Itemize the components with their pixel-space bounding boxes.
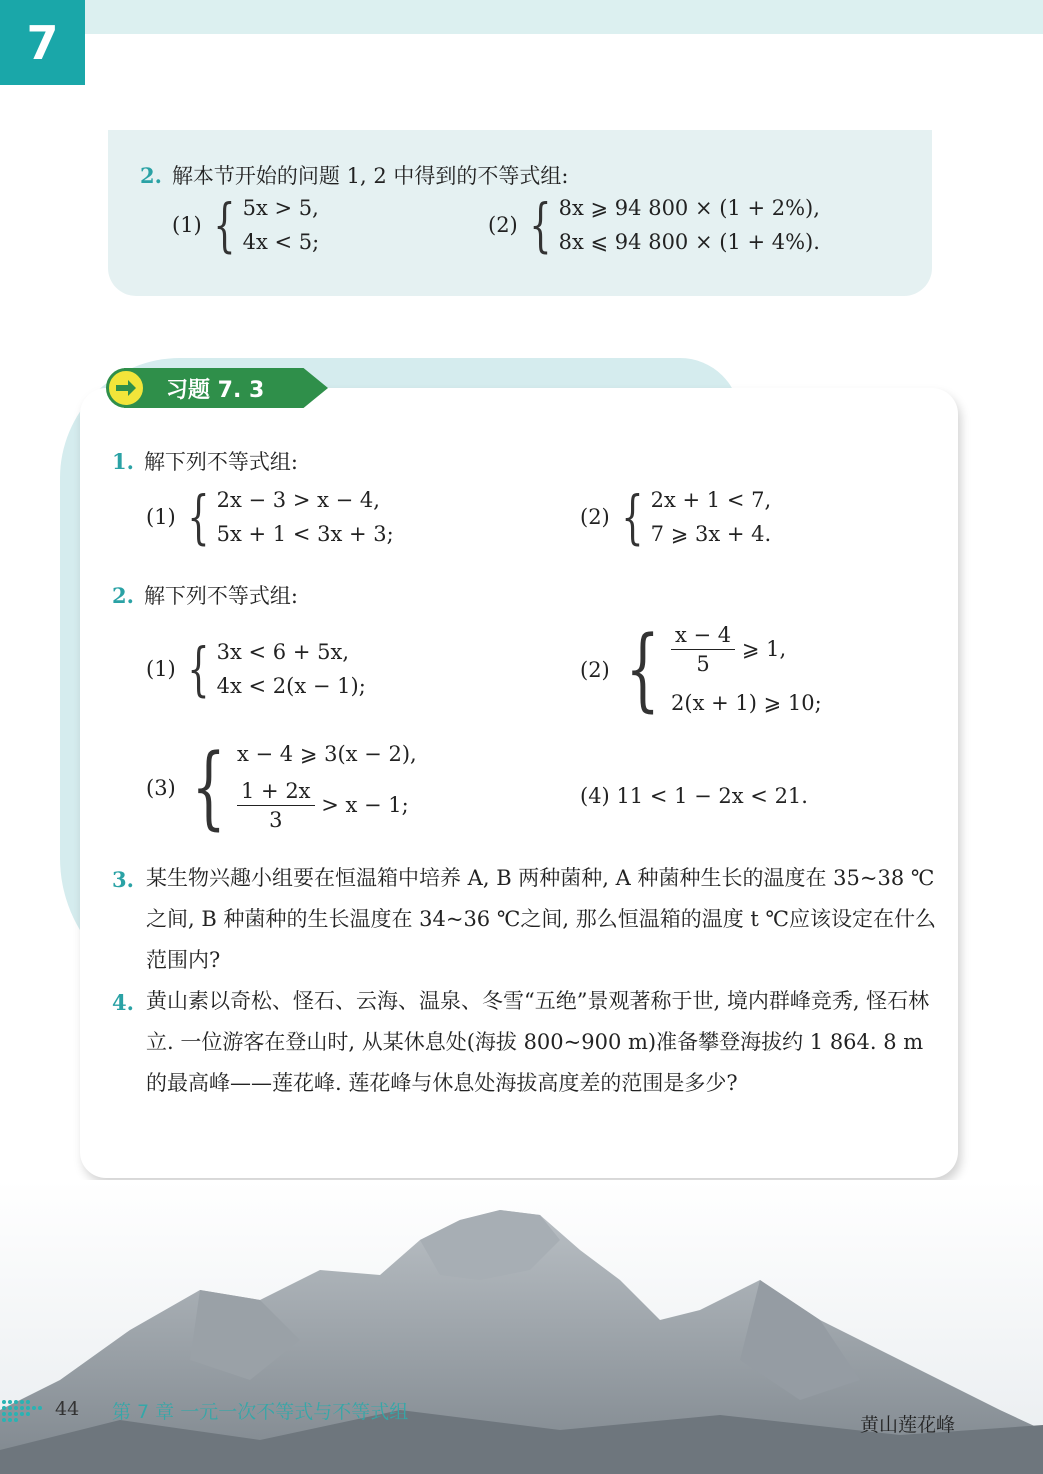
brace-icon: { [213,191,236,259]
system-row: 2(x + 1) ⩾ 10; [671,691,822,716]
question-text: 解下列不等式组: [143,450,299,474]
system-1-1 [146,483,394,551]
exercise-title: 习题 7. 3 [166,377,265,403]
system-row: 5x + 1 < 3x + 3; [216,522,394,546]
system-label: (1) [172,213,202,237]
exercise-question-3: 某生物兴趣小组要在恒温箱中培养 A, B 两种菌种, A 种菌种生长的温度在 35~38 ℃之间, B 种菌种的生长温度在 34~36 ℃之间, 那么恒温箱的温度 t ℃应该设定在什么范围内? [146,866,936,972]
question-number: 3. [112,867,134,892]
denominator: 3 [269,808,283,833]
system-row: 2x − 3 > x − 4, [216,488,380,512]
system-row: 3x < 6 + 5x, [216,640,349,664]
page-number: 44 [55,1398,80,1420]
brace-icon: { [529,191,552,259]
question-number: 2. [140,163,162,188]
brace-icon: { [621,483,644,551]
brace-icon: { [625,616,660,722]
brace-icon: { [187,483,210,551]
chapter-title: 第 7 章 一元一次不等式与不等式组 [112,1401,409,1423]
question-number: 2. [112,583,134,608]
system-row: 8x ⩾ 94 800 × (1 + 2%), [558,196,820,220]
system-2-4 [580,784,808,808]
brace-icon: { [187,635,210,703]
numerator: 1 + 2x [237,780,315,806]
system-row: x − 4 ⩾ 3(x − 2), [237,742,417,766]
exercise-question-4: 黄山素以奇松、怪石、云海、温泉、冬雪“五绝”景观著称于世, 境内群峰竞秀, 怪石林立. 一位游客在登山时, 从某休息处(海拔 800~900 m)准备攀登海拔约 1 864. 8 m 的最高峰——莲花峰. 莲花峰与休息处海拔高度差的范围是多少? [146,989,930,1095]
practice-question-2 [140,160,568,190]
system-row: 4x < 2(x − 1); [216,674,366,698]
denominator: 5 [696,652,710,677]
system-label: (2) [580,657,610,682]
dots-decoration-icon [0,1396,48,1424]
system-2-2 [580,616,822,722]
system-label: (3) [146,775,176,800]
fraction [237,780,315,833]
practice-system-1 [172,191,320,259]
system-row: 7 ⩾ 3x + 4. [650,522,772,546]
system-row: 2x + 1 < 7, [650,488,772,512]
system-row: 8x ⩽ 94 800 × (1 + 4%). [558,230,820,254]
exercise-question-2 [112,580,298,610]
system-row [671,624,822,677]
top-banner [85,0,1043,34]
practice-system-2 [488,191,820,259]
row-rest: > x − 1; [321,793,409,818]
brace-icon: { [191,734,226,840]
system-row: 4x < 5; [242,230,320,254]
question-text: 解本节开始的问题 1, 2 中得到的不等式组: [171,164,569,188]
system-label: (4) [580,784,610,808]
question-text: 解下列不等式组: [143,584,299,608]
question-number: 1. [112,449,134,474]
system-row [237,780,417,833]
numerator: x − 4 [671,624,735,650]
system-label: (1) [146,657,176,681]
system-label: (2) [580,505,610,529]
exercise-question-1 [112,446,298,476]
system-2-3 [146,734,417,840]
system-label: (2) [488,213,518,237]
arrow-right-icon [106,368,146,408]
system-label: (1) [146,505,176,529]
system-1-2 [580,483,772,551]
exercise-header [106,368,328,408]
chapter-badge: 7 [0,0,85,85]
fraction [671,624,735,677]
question-number: 4. [112,990,134,1015]
image-caption: 黄山莲花峰 [860,1414,956,1436]
system-row: 5x > 5, [242,196,319,220]
system-2-1 [146,635,366,703]
inequality: 11 < 1 − 2x < 21. [616,784,808,808]
row-rest: ⩾ 1, [741,637,787,662]
